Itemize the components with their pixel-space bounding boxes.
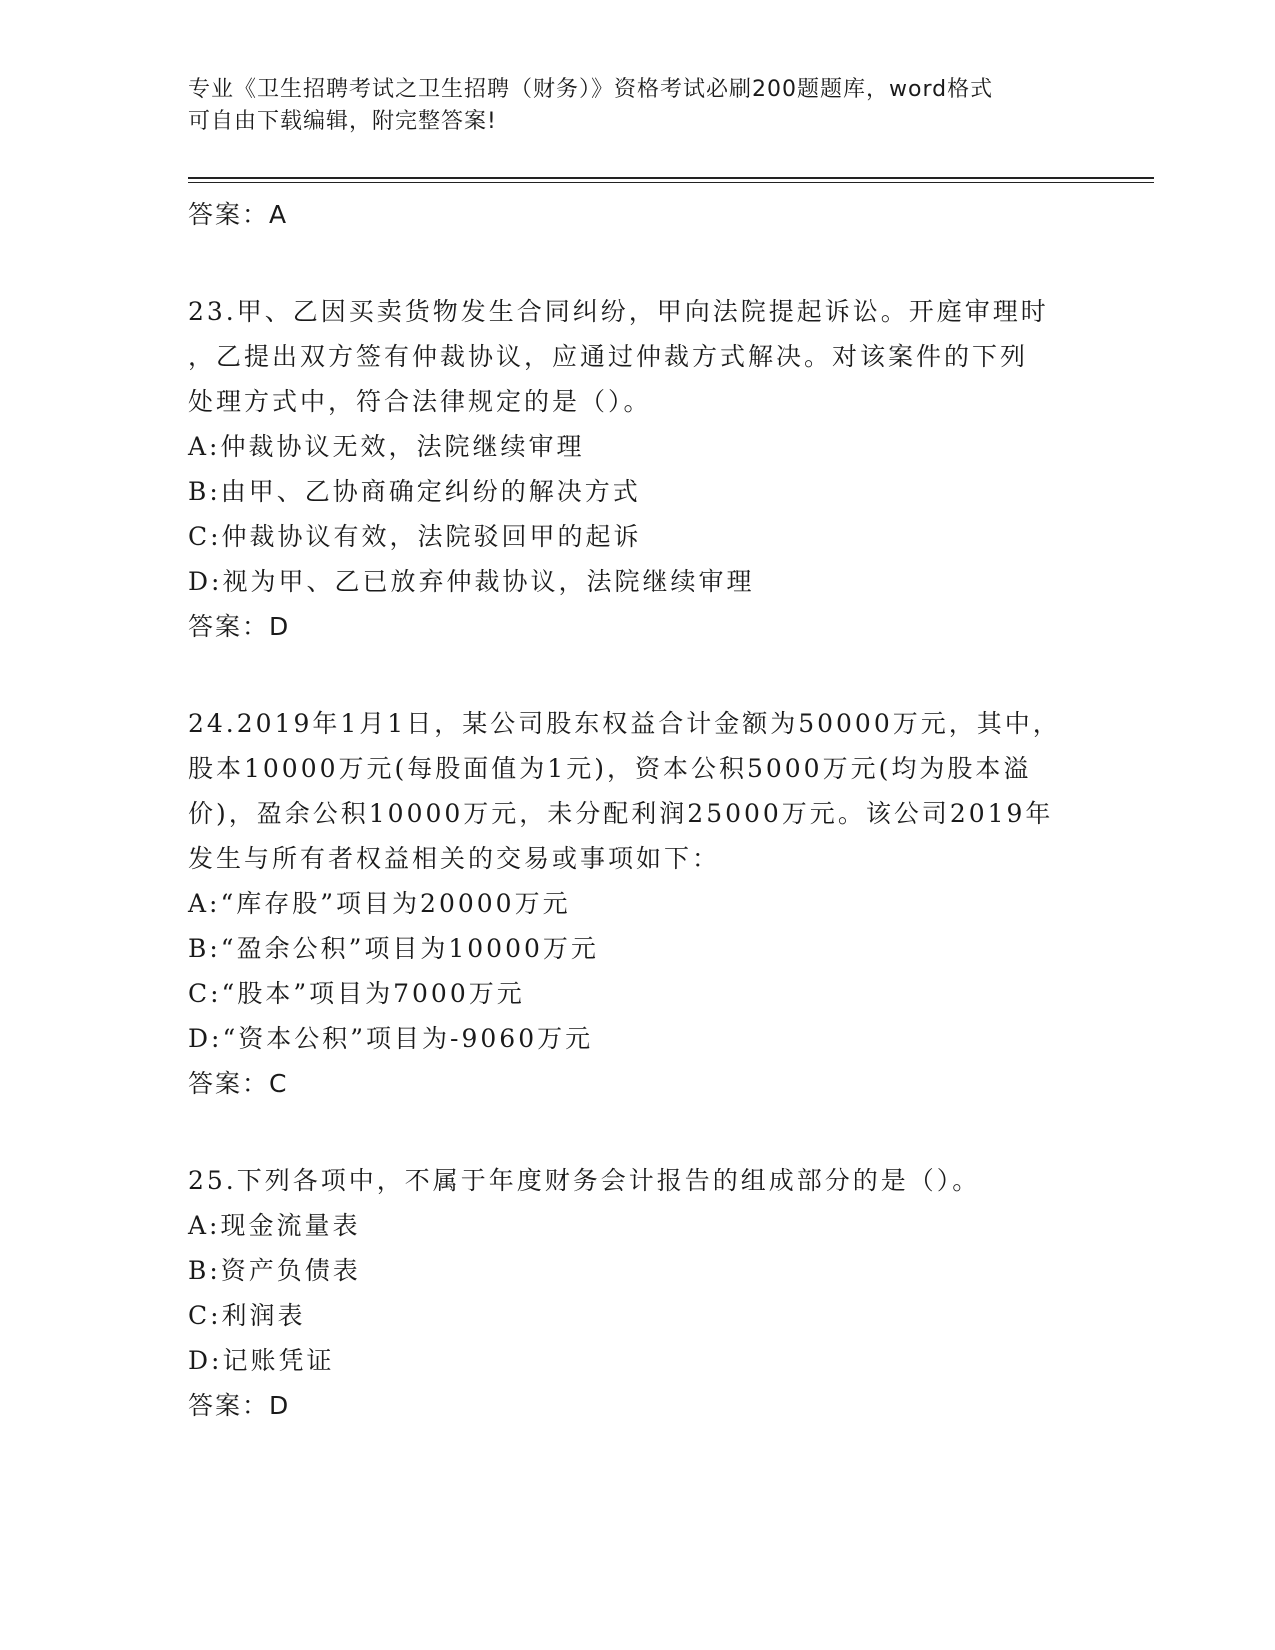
question-stem-line: 价)，盈余公积10000万元，未分配利润25000万元。该公司2019年 xyxy=(188,799,1054,828)
option-b: B:资产负债表 xyxy=(188,1256,361,1285)
option-d: D:记账凭证 xyxy=(188,1346,335,1375)
option-a: A:“库存股”项目为20000万元 xyxy=(188,889,571,918)
question-25 xyxy=(188,1158,1088,1428)
question-stem-line: 股本10000万元(每股面值为1元)，资本公积5000万元(均为股本溢 xyxy=(188,754,1032,783)
question-list xyxy=(188,192,1088,1428)
answer-line: 答案：C xyxy=(188,1069,289,1098)
answer-line: 答案：D xyxy=(188,1391,291,1420)
option-a: A:仲裁协议无效，法院继续审理 xyxy=(188,432,585,461)
question-stem-line: 23.甲、乙因买卖货物发生合同纠纷，甲向法院提起诉讼。开庭审理时 xyxy=(188,297,1049,326)
question-stem-line: 24.2019年1月1日，某公司股东权益合计金额为50000万元，其中， xyxy=(188,709,1061,738)
answer-line: 答案：A xyxy=(188,200,289,229)
option-b: B:由甲、乙协商确定纠纷的解决方式 xyxy=(188,477,641,506)
option-d: D:“资本公积”项目为-9060万元 xyxy=(188,1024,594,1053)
document-header xyxy=(188,74,1068,138)
header-rule-thick xyxy=(188,177,1154,179)
option-d: D:视为甲、乙已放弃仲裁协议，法院继续审理 xyxy=(188,567,755,596)
option-c: C:“股本”项目为7000万元 xyxy=(188,979,525,1008)
question-24 xyxy=(188,701,1088,1106)
answer-line: 答案：D xyxy=(188,612,291,641)
question-stem-line: ，乙提出双方签有仲裁协议，应通过仲裁方式解决。对该案件的下列 xyxy=(188,342,1029,371)
header-line-2: 可自由下载编辑，附完整答案! xyxy=(188,109,497,134)
header-rule-thin xyxy=(188,182,1154,183)
question-stem-line: 25.下列各项中，不属于年度财务会计报告的组成部分的是（）。 xyxy=(188,1166,981,1195)
option-c: C:利润表 xyxy=(188,1301,306,1330)
question-stem-line: 处理方式中，符合法律规定的是（）。 xyxy=(188,387,652,416)
header-line-1: 专业《卫生招聘考试之卫生招聘（财务）》资格考试必刷200题题库，word格式 xyxy=(188,77,994,102)
question-stem-line: 发生与所有者权益相关的交易或事项如下： xyxy=(188,844,721,873)
option-c: C:仲裁协议有效，法院驳回甲的起诉 xyxy=(188,522,642,551)
option-b: B:“盈余公积”项目为10000万元 xyxy=(188,934,599,963)
question-23 xyxy=(188,289,1088,649)
option-a: A:现金流量表 xyxy=(188,1211,361,1240)
